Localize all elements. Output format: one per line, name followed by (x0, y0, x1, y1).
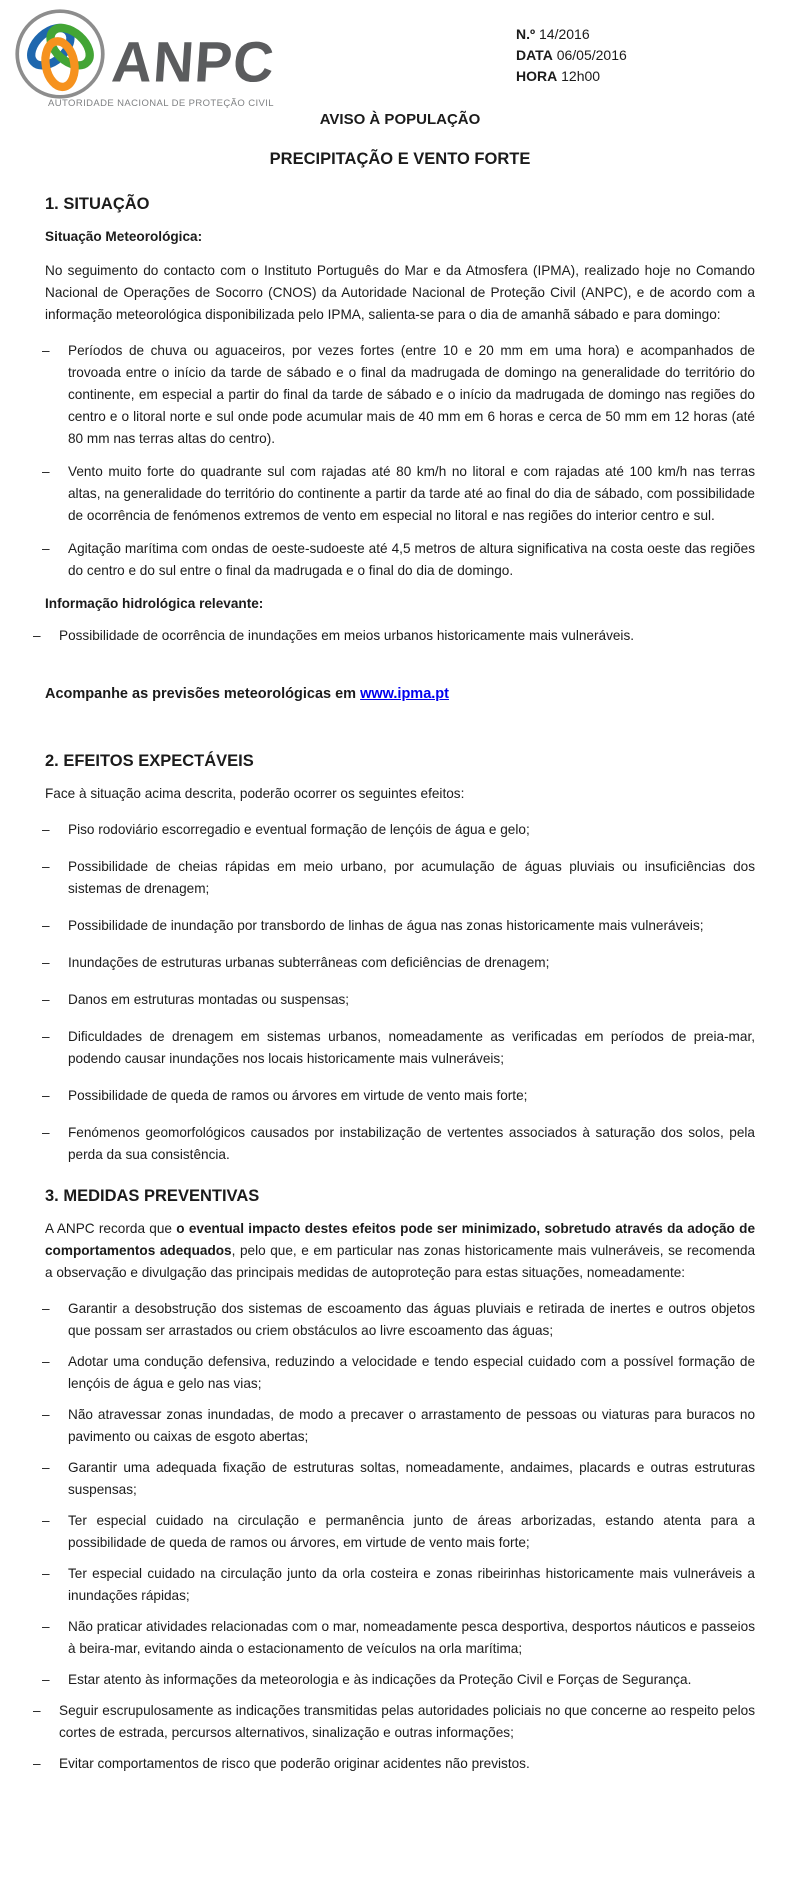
situacao-intro: No seguimento do contacto com o Instituto Português do Mar e da Atmosfera (IPMA), realizado hoje no Comando Nacional de Operações de Socorro (CNOS) da Autoridade Nacional de Proteção Civil (ANPC), e de acordo com a informação meteorológica disponibilizada pelo IPMA, salienta-se para o dia de amanhã sábado e para domingo: (45, 263, 755, 322)
efeitos-bullet-list (42, 819, 755, 1166)
list-item (42, 1669, 755, 1691)
meta-date-value: 06/05/2016 (556, 47, 627, 63)
anpc-logo (14, 8, 106, 107)
meteo-subheading: Situação Meteorológica: (45, 229, 203, 244)
meta-number-value: 14/2016 (539, 26, 590, 42)
meta-date (516, 45, 627, 66)
bullet-text: Não atravessar zonas inundadas, de modo a precaver o arrastamento de pessoas ou viaturas para buracos no pavimento ou caixas de esgoto abertas; (68, 1407, 755, 1444)
bullet-dash: – (42, 822, 50, 837)
bullet-text: Possibilidade de queda de ramos ou árvores em virtude de vento mais forte; (68, 1088, 528, 1103)
list-item (42, 1351, 755, 1395)
bullet-text: Garantir uma adequada fixação de estruturas soltas, nomeadamente, andaimes, placards e outras estruturas suspensas; (68, 1460, 755, 1497)
bullet-text: Não praticar atividades relacionadas com o mar, nomeadamente pesca desportiva, desportos náuticos e passeios à beira-mar, evitando ainda o estacionamento de veículos na orla marítima; (68, 1619, 755, 1656)
section-1-heading: 1. SITUAÇÃO (45, 195, 150, 213)
bullet-dash: – (42, 343, 50, 358)
logo-acronym: ANPC (109, 29, 277, 94)
list-item (42, 538, 755, 582)
bullet-dash: – (42, 859, 50, 874)
bullet-text: Possibilidade de inundação por transbordo de linhas de água nas zonas historicamente mais vulneráveis; (68, 918, 704, 933)
bullet-dash: – (42, 1460, 50, 1475)
list-item (42, 1563, 755, 1607)
list-item (42, 1457, 755, 1501)
meta-date-label: DATA (516, 47, 553, 63)
situacao-bullet-list (42, 340, 755, 582)
list-item (33, 1700, 755, 1744)
list-item (33, 625, 755, 647)
medidas-intro-part: , pelo que, e em particular nas zonas historicamente mais vulneráveis, se recomenda a observação e divulgação das principais medidas de autoproteção para estas situações, nomeadamente: (45, 1243, 756, 1280)
bullet-dash: – (42, 1301, 50, 1316)
bullet-text: Seguir escrupulosamente as indicações transmitidas pelas autoridades policiais no que concerne ao respeito pelos cortes de estrada, percursos alternativos, sinalização e outras informações; (59, 1703, 755, 1740)
bullet-text: Agitação marítima com ondas de oeste-sudoeste até 4,5 metros de altura significativa na costa oeste das regiões do centro e do sul entre o final da madrugada e o final do dia de domingo. (68, 541, 755, 578)
bullet-dash: – (33, 628, 41, 643)
bullet-dash: – (42, 1672, 50, 1687)
bullet-text: Inundações de estruturas urbanas subterrâneas com deficiências de drenagem; (68, 955, 550, 970)
bullet-text: Fenómenos geomorfológicos causados por instabilização de vertentes associados à saturação dos solos, pela perda da sua consistência. (68, 1125, 755, 1162)
list-item (42, 819, 755, 841)
forecast-text: Acompanhe as previsões meteorológicas em (45, 686, 361, 702)
bullet-dash: – (33, 1756, 41, 1771)
bullet-text: Ter especial cuidado na circulação e permanência junto de áreas arborizadas, estando atenta para a possibilidade de queda de ramos ou árvores, em virtude de vento mais forte; (68, 1513, 755, 1550)
hydro-bullet-list (33, 625, 755, 647)
hydro-subheading: Informação hidrológica relevante: (45, 596, 264, 611)
section-2-heading: 2. EFEITOS EXPECTÁVEIS (45, 752, 254, 770)
bullet-dash: – (42, 918, 50, 933)
bullet-text: Ter especial cuidado na circulação junto da orla costeira e zonas ribeirinhas historicamente mais vulneráveis a inundações rápidas; (68, 1566, 755, 1603)
bullet-dash: – (42, 1407, 50, 1422)
bullet-text: Vento muito forte do quadrante sul com rajadas até 80 km/h no litoral e com rajadas até 100 km/h nas terras altas, na generalidade do território do continente a partir da tarde até ao final do dia de sábado, com possibilidade de ocorrência de fenómenos extremos de vento em especial no litoral e nas regiões do interior centro e sul. (68, 464, 755, 523)
list-item (42, 989, 755, 1011)
list-item (42, 915, 755, 937)
list-item (42, 952, 755, 974)
bullet-text: Danos em estruturas montadas ou suspensas; (68, 992, 350, 1007)
bullet-text: Dificuldades de drenagem em sistemas urbanos, nomeadamente as verificadas em períodos de preia-mar, podendo causar inundações nos locais historicamente mais vulneráveis; (68, 1029, 755, 1066)
bullet-dash: – (42, 1125, 50, 1140)
bullet-dash: – (42, 1029, 50, 1044)
bullet-dash: – (42, 1619, 50, 1634)
logo-rings-icon (14, 8, 106, 100)
ipma-link[interactable]: www.ipma.pt (360, 686, 449, 702)
page-title: AVISO À POPULAÇÃO (319, 111, 481, 128)
meta-time-label: HORA (516, 68, 558, 84)
list-item (42, 1510, 755, 1554)
meta-time-value: 12h00 (561, 68, 601, 84)
bullet-dash: – (42, 541, 50, 556)
meta-number-label: N.º (516, 26, 536, 42)
list-item (42, 1404, 755, 1448)
medidas-intro (45, 1218, 755, 1284)
meta-number (516, 24, 627, 45)
medidas-bullet-list (33, 1298, 755, 1775)
medidas-intro-part: A ANPC recorda que (45, 1221, 177, 1236)
bullet-dash: – (42, 1566, 50, 1581)
bullet-dash: – (42, 1354, 50, 1369)
list-item (42, 340, 755, 450)
logo-caption: AUTORIDADE NACIONAL DE PROTEÇÃO CIVIL (48, 98, 274, 109)
forecast-line (45, 683, 755, 705)
bullet-text: Piso rodoviário escorregadio e eventual formação de lençóis de água e gelo; (68, 822, 530, 837)
bullet-dash: – (42, 1088, 50, 1103)
bullet-text: Evitar comportamentos de risco que poderão originar acidentes não previstos. (59, 1756, 530, 1771)
efeitos-intro: Face à situação acima descrita, poderão ocorrer os seguintes efeitos: (45, 786, 465, 801)
bullet-dash: – (42, 1513, 50, 1528)
list-item (42, 856, 755, 900)
page-subtitle: PRECIPITAÇÃO E VENTO FORTE (269, 150, 531, 168)
document-header (0, 8, 800, 109)
bullet-text: Garantir a desobstrução dos sistemas de escoamento das águas pluviais e retirada de inertes e outros objetos que possam ser arrastados ou criem obstáculos ao livre escoamento das águas; (68, 1301, 755, 1338)
bullet-dash: – (42, 955, 50, 970)
list-item (33, 1753, 755, 1775)
section-3-heading: 3. MEDIDAS PREVENTIVAS (45, 1187, 260, 1205)
list-item (42, 1616, 755, 1660)
list-item (42, 1122, 755, 1166)
bullet-text: Possibilidade de cheias rápidas em meio urbano, por acumulação de águas pluviais ou insuficiências dos sistemas de drenagem; (68, 859, 755, 896)
bullet-text: Períodos de chuva ou aguaceiros, por vezes fortes (entre 10 e 20 mm em uma hora) e acompanhados de trovoada entre o início da tarde de sábado e o final da madrugada de domingo na generalidade do território do continente, em especial a partir do final da tarde de sábado e o início da madrugada de domingo nas regiões do centro e o litoral norte e sul onde pode acumular mais de 40 mm em 6 horas e cerca de 50 mm em 12 horas (até 80 mm nas terras altas do centro). (68, 343, 755, 446)
list-item (42, 461, 755, 527)
bullet-text: Adotar uma condução defensiva, reduzindo a velocidade e tendo especial cuidado com a possível formação de lençóis de água e gelo nas vias; (68, 1354, 755, 1391)
medidas-intro-part-bold: o eventual impacto destes efeitos pode ser minimizado, sobretudo através da adoção de comportamentos adequados (45, 1221, 755, 1258)
meta-time (516, 66, 627, 87)
list-item (42, 1085, 755, 1107)
bullet-dash: – (33, 1703, 41, 1718)
bullet-text: Estar atento às informações da meteorologia e às indicações da Proteção Civil e Forças de Segurança. (68, 1672, 692, 1687)
doc-meta (516, 24, 627, 87)
list-item (42, 1026, 755, 1070)
list-item (42, 1298, 755, 1342)
bullet-dash: – (42, 464, 50, 479)
bullet-text: Possibilidade de ocorrência de inundações em meios urbanos historicamente mais vulneráveis. (59, 628, 635, 643)
bullet-dash: – (42, 992, 50, 1007)
